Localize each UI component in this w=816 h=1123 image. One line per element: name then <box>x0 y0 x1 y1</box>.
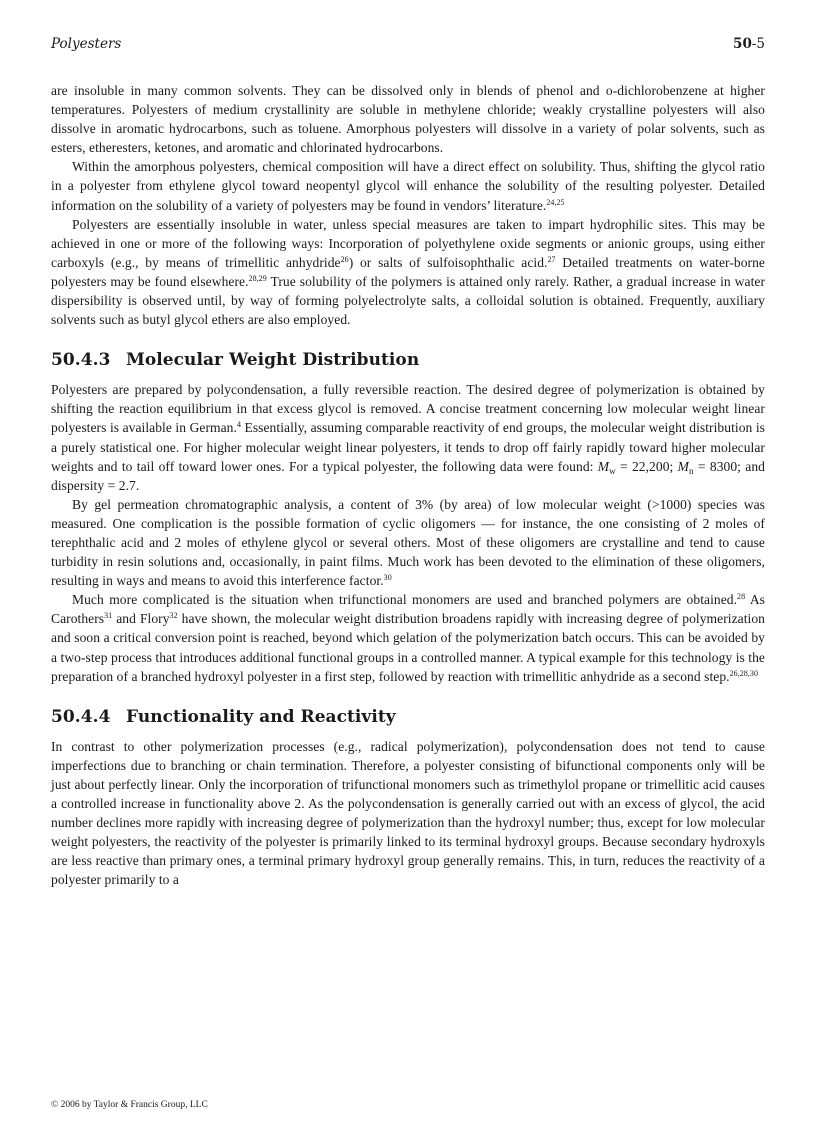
section-number: 50.4.3 <box>51 350 111 371</box>
reference-superscript: 30 <box>383 573 392 583</box>
paragraph-amorphous-solubility <box>51 157 765 214</box>
page-chapter: 50 <box>733 36 752 52</box>
section-title: Molecular Weight Distribution <box>126 350 420 371</box>
section-number: 50.4.4 <box>51 706 111 727</box>
reference-superscript: 28 <box>737 592 746 602</box>
paragraph-trifunctional <box>51 590 765 685</box>
paragraph-solubility-solvents <box>51 81 765 157</box>
running-header <box>51 36 765 56</box>
paragraph-gel-permeation <box>51 495 765 590</box>
paragraph-text: By gel permeation chromatographic analysis, a content of 3% (by area) of low molecular weight (>1000) species was measured. One complication is the possible formation of cyclic oligomers — for instance, the one consisting of 2 moles of terephthalic acid and 2 moles of ethylene glycol or several others. Most of these oligomers are crystalline and tend to cause turbidity in resin solutions and, occasionally, in paint films. Much work has been devoted to the elimination of these oligomers, resulting in ways and means to avoid this interference factor. <box>51 496 765 589</box>
reference-superscript: 28,29 <box>248 273 267 283</box>
paragraph-polycondensation <box>51 380 765 495</box>
paragraph-text: As Carothers <box>51 592 765 627</box>
paragraph-text: = 8300; and dispersity = 2.7. <box>51 458 765 493</box>
paragraph-text: Polyesters are essentially insoluble in water, unless special measures are taken to impart hydrophilic sites. This may be achieved in one or more of the following ways: Incorporation of polyethylene oxide segments or anionic groups, using either carboxyls (e.g., by means of trimellitic anhydride <box>51 216 765 270</box>
page-num: 5 <box>756 36 765 52</box>
paragraph-text: Polyesters are prepared by polycondensation, a fully reversible reaction. The desired degree of polymerization is obtained by shifting the reaction equilibrium in that excess glycol is removed. A concise treatment concerning low molecular weight linear polyesters is available in German. <box>51 382 765 436</box>
reference-superscript: 32 <box>169 611 178 621</box>
paragraph-text: Essentially, assuming comparable reactivity of end groups, the molecular weight distribution is a purely statistical one. For higher molecular weight linear polyesters, it tends to drop off fairly rapidly toward higher molecular weights and to tail off toward lower ones. For a typical polyester, the following data were found: <box>51 420 765 474</box>
paragraph-text: Much more complicated is the situation when trifunctional monomers are used and branched polymers are obtained. <box>72 592 738 608</box>
section-heading-functionality <box>51 706 765 728</box>
copyright-footer: © 2006 by Taylor & Francis Group, LLC <box>51 1100 208 1110</box>
paragraph-text: Within the amorphous polyesters, chemical composition will have a direct effect on solubility. Thus, shifting the glycol ratio in a polyester from ethylene glycol toward neopentyl glycol will enhance the solubility of the resulting polyester. Detailed information on the solubility of a variety of polyesters may be found in vendors’ literature. <box>51 159 765 213</box>
reference-superscript: 26 <box>340 254 349 264</box>
reference-superscript: 27 <box>547 254 556 264</box>
body-text <box>51 81 765 889</box>
paragraph-text: and Flory <box>112 611 170 627</box>
running-title: Polyesters <box>51 36 122 52</box>
reference-superscript: 4 <box>236 420 242 430</box>
section-heading-molecular-weight <box>51 349 765 371</box>
reference-superscript: 26,28,30 <box>729 668 758 678</box>
paragraph-water-solubility <box>51 215 765 330</box>
paragraph-text: In contrast to other polymerization processes (e.g., radical polymerization), polycondensation does not tend to cause imperfections due to branching or chain termination. Therefore, a polyester consisting of bifunctional components only will be just about perfectly linear. Only the incorporation of trifunctional monomers such as trimethylol propane or trimellitic acid causes a controlled increase in functionality above 2. As the polycondensation is generally carried out with an excess of glycol, the acid number declines more rapidly with increasing degree of polymerization than the hydroxyl number; thus, except for low molecular weight polyesters, the reactivity of the polyester is primarily linked to its terminal hydroxyl groups. Because secondary hydroxyls are less reactive than primary ones, a terminal primary hydroxyl group generally remains. This, in turn, reduces the reactivity of a polyester primarily to a <box>51 738 765 888</box>
reference-superscript: 31 <box>104 611 113 621</box>
page-number <box>733 36 765 52</box>
section-title: Functionality and Reactivity <box>126 706 396 727</box>
paragraph-text: have shown, the molecular weight distribution broadens rapidly with increasing degree of polymerization and soon a critical conversion point is reached, beyond which gelation of the polymerization batch occurs. This can be avoided by a two-step process that introduces additional functional groups in a controlled manner. A typical example for this technology is the preparation of a branched hydroxyl polyester in a first step, followed by reaction with trimellitic anhydride as a second step. <box>51 611 765 684</box>
paragraph-text: True solubility of the polymers is attained only rarely. Rather, a gradual increase in water dispersibility is observed until, by way of forming polyelectrolyte salts, a colloidal solution is obtained. Frequently, auxiliary solvents such as butyl glycol ethers are also employed. <box>51 273 766 328</box>
paragraph-text: are insoluble in many common solvents. They can be dissolved only in blends of phenol and o-dichlorobenzene at higher temperatures. Polyesters of medium crystallinity are soluble in methylene chloride; weakly crystalline polyesters will also dissolve in aromatic hydrocarbons, such as toluene. Amorphous polyesters will dissolve in a variety of polar solvents, such as esters, etheresters, ketones, and aromatic and chlorinated hydrocarbons. <box>51 83 765 156</box>
page-sep: - <box>751 36 757 52</box>
paragraph-text: = 22,200; <box>615 458 678 474</box>
paragraph-text: ) or salts of sulfoisophthalic acid. <box>348 254 548 270</box>
math-subscript: w <box>609 465 616 476</box>
paragraph-text: Detailed treatments on water-borne polyesters may be found elsewhere. <box>51 254 765 289</box>
math-symbol-mn: M <box>677 458 689 474</box>
paragraph-functionality <box>51 737 765 890</box>
reference-superscript: 24,25 <box>546 197 565 207</box>
math-subscript: n <box>689 465 694 476</box>
math-symbol-mw: M <box>597 458 610 474</box>
